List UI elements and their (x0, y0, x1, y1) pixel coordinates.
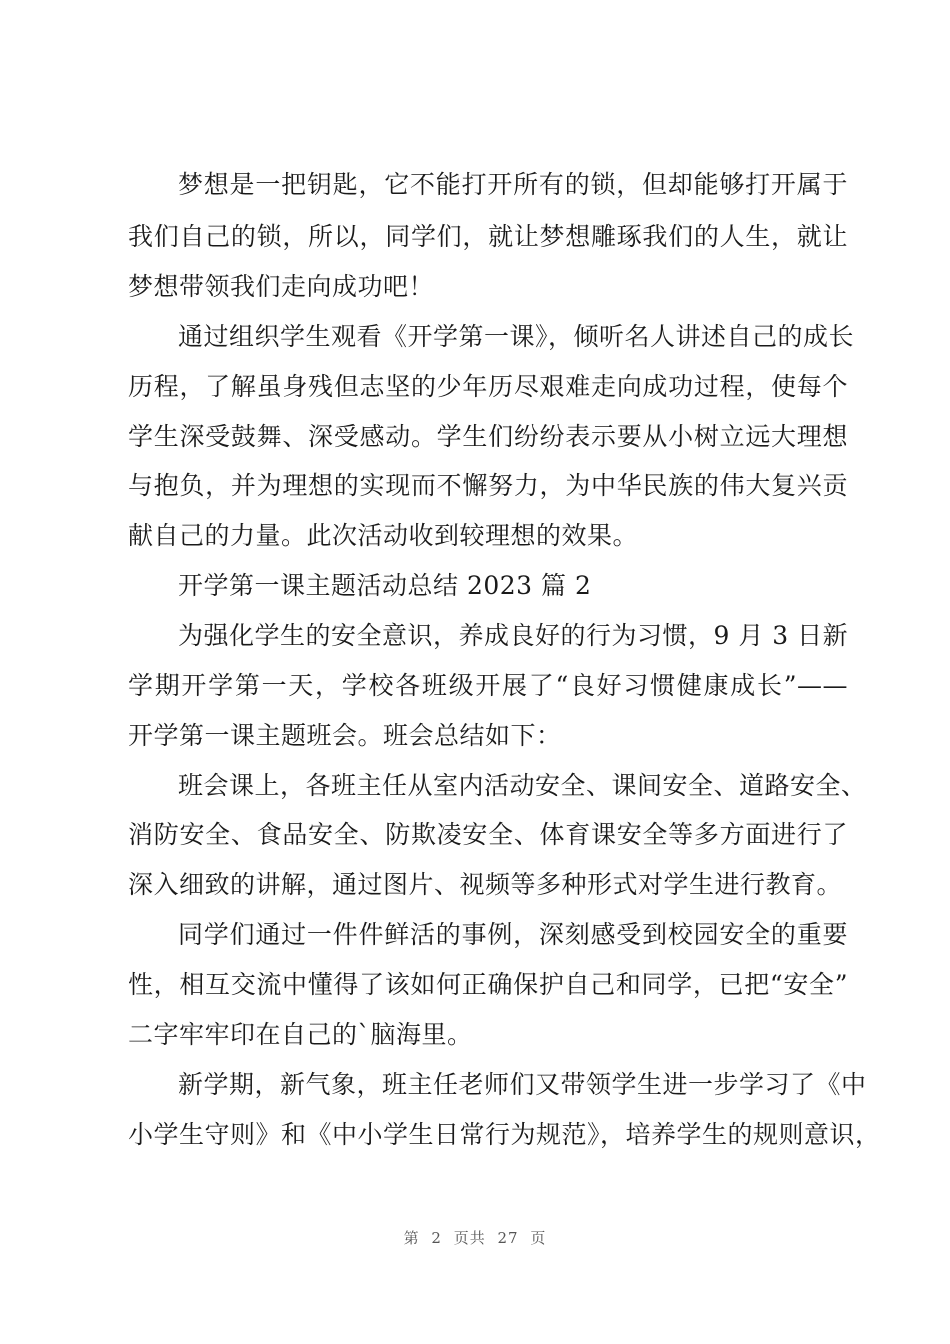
paragraph-1-line-2: 我们自己的锁，所以，同学们，就让梦想雕琢我们的人生，就让 (128, 222, 848, 251)
paragraph-5-line-1: 同学们通过一件件鲜活的事例，深刻感受到校园安全的重要 (178, 920, 848, 949)
paragraph-2-line-1: 通过组织学生观看《开学第一课》，倾听名人讲述自己的成长 (178, 322, 855, 351)
paragraph-6-line-2: 小学生守则》和《中小学生日常行为规范》，培养学生的规则意识， (128, 1120, 881, 1149)
paragraph-4-line-1: 班会课上，各班主任从室内活动安全、课间安全、道路安全、 (178, 771, 867, 800)
paragraph-3-line-2: 学期开学第一天，学校各班级开展了“良好习惯健康成长”—— (128, 671, 848, 700)
paragraph-5-line-2: 性，相互交流中懂得了该如何正确保护自己和同学，已把“安全” (128, 970, 848, 999)
paragraph-3-line-1: 为强化学生的安全意识，养成良好的行为习惯，9 月 3 日新 (178, 621, 849, 650)
paragraph-2-line-5: 献自己的力量。此次活动收到较理想的效果。 (128, 521, 639, 550)
paragraph-6-line-1: 新学期，新气象，班主任老师们又带领学生进一步学习了《中 (178, 1070, 867, 1099)
page-footer: 第 2 页共 27 页 (403, 1229, 547, 1247)
section-heading: 开学第一课主题活动总结 2023 篇 2 (178, 571, 592, 600)
paragraph-2-line-4: 与抱负，并为理想的实现而不懈努力，为中华民族的伟大复兴贡 (128, 471, 848, 500)
paragraph-5-line-3: 二字牢牢印在自己的`脑海里。 (128, 1020, 473, 1049)
paragraph-4-line-2: 消防安全、食品安全、防欺凌安全、体育课安全等多方面进行了 (128, 820, 848, 849)
paragraph-1-line-1: 梦想是一把钥匙，它不能打开所有的锁，但却能够打开属于 (178, 170, 848, 199)
paragraph-2-line-2: 历程，了解虽身残但志坚的少年历尽艰难走向成功过程，使每个 (128, 372, 848, 401)
paragraph-4-line-3: 深入细致的讲解，通过图片、视频等多种形式对学生进行教育。 (128, 870, 843, 899)
paragraph-3-line-3: 开学第一课主题班会。班会总结如下： (128, 721, 562, 750)
paragraph-2-line-3: 学生深受鼓舞、深受感动。学生们纷纷表示要从小树立远大理想 (128, 422, 848, 451)
paragraph-1-line-3: 梦想带领我们走向成功吧！ (128, 272, 435, 301)
